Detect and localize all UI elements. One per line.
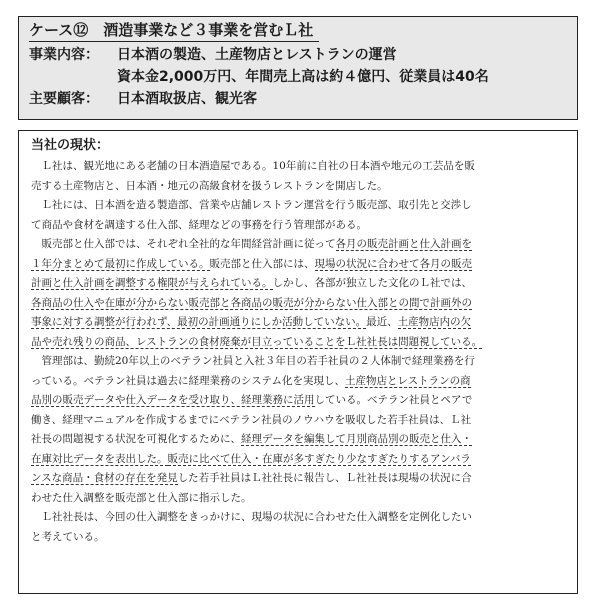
text-segment: て商品や食材を調達する仕入部、経理などの事務を行う管理部がある。 <box>31 218 367 231</box>
underlined-text: 土産物店とレストランの商 <box>344 374 471 387</box>
text-segment: しかし、各部が独立した文化のＬ社では、 <box>272 277 472 289</box>
text-segment: Ｌ社は、観光地にある老舗の日本酒造屋である。10年前に自社の日本酒や地元の工芸品を販 <box>31 160 475 172</box>
text-line <box>31 177 565 197</box>
text-line <box>31 333 565 353</box>
text-line <box>31 294 565 314</box>
business-row <box>29 44 567 66</box>
underlined-text: 品や売れ残りの商品、レストランの食材廃棄が目立っていることをＬ社社長は問題視している。 <box>31 335 483 348</box>
current-status-box <box>18 130 578 594</box>
text-segment: した若手社員はＬ社社長に報告し、Ｌ社社長は現場の状況に合 <box>177 472 472 484</box>
text-line <box>31 157 565 177</box>
underlined-text: ンスな商品・食材の存在を発見 <box>31 472 178 484</box>
underlined-text: 販売に比べて仕入・在庫が多すぎたり少なすぎたりするアンバラ <box>167 452 471 465</box>
section-title: 当社の現状： <box>31 138 110 153</box>
text-segment: している。ベテラン社員とペアで <box>314 394 473 406</box>
text-line <box>31 216 565 236</box>
text-line <box>31 528 565 548</box>
underlined-text: 経理データを編集して月別商品別の販売と仕入・ <box>241 433 472 445</box>
underlined-text: 在庫対比データを表出した。 <box>31 452 168 465</box>
text-line <box>31 469 565 489</box>
text-line <box>31 255 565 275</box>
text-line <box>31 411 565 431</box>
customer-row <box>29 88 567 110</box>
text-line <box>31 274 565 294</box>
underlined-text: １年分まとめて最初に作成している。 <box>31 257 210 270</box>
case-title: ケース⑫ 酒造事業など３事業を営むＬ社 <box>29 20 319 42</box>
text-line <box>31 196 565 216</box>
text-segment: Ｌ社には、日本酒を造る製造部、営業や店舗レストラン運営を行う販売部、取引先と交渉し <box>31 199 472 211</box>
text-line <box>31 489 565 509</box>
business-label: 事業内容： <box>29 47 99 63</box>
underlined-text: 品別の販売データや仕入データを受け取り、経理業務に活用 <box>31 394 315 406</box>
underlined-text: 各商品の仕入や在庫が分からない販売部と各商品の販売が分からない仕入部との間で計画外の <box>31 296 472 309</box>
capital-line: 資本金2,000万円、年間売上高は約４億円、従業員は40名 <box>117 69 489 85</box>
text-line <box>31 430 565 450</box>
text-line <box>31 235 565 255</box>
case-header <box>18 16 578 120</box>
customer-value: 日本酒取扱店、観光客 <box>117 91 257 107</box>
text-line <box>31 313 565 333</box>
text-segment: と考えている。 <box>31 530 105 543</box>
text-segment: 社長の問題視する状況を可視化するために、 <box>31 433 241 445</box>
text-segment: 売する土産物店と、日本酒・地元の高級食材を扱うレストランを開店した。 <box>31 179 388 192</box>
text-line <box>31 352 565 372</box>
underlined-text: 各月の販売計画と仕入計画を <box>335 238 472 250</box>
text-segment: 働き、経理マニュアルを作成するまでにベテラン社員のノウハウを吸収した若手社員は、Ｌ社 <box>31 413 472 426</box>
text-line <box>31 508 565 528</box>
text-line <box>31 450 565 470</box>
business-value: 日本酒の製造、土産物店とレストランの運営 <box>117 47 397 63</box>
underlined-text: 土産物店内の欠 <box>397 316 472 328</box>
text-segment: 最近、 <box>366 316 398 328</box>
text-segment: 販売部と仕入部では、それぞれ全社的な年間経営計画に従って <box>31 238 336 250</box>
body-text <box>31 157 565 547</box>
text-line <box>31 391 565 411</box>
customer-label: 主要顧客： <box>29 91 99 107</box>
text-segment: Ｌ社社長は、今回の仕入調整をきっかけに、現場の状況に合わせた仕入調整を定例化したい <box>31 511 472 523</box>
underlined-text: 現場の状況に合わせて各月の販売 <box>314 257 472 270</box>
text-segment: わせた仕入調整を販売部と仕入部に指示した。 <box>31 491 252 504</box>
text-segment: っている。ベテラン社員は過去に経理業務のシステム化を実現し、 <box>31 374 345 387</box>
underlined-text: 計画と仕入計画を調整する権限が与えられている。 <box>31 277 273 289</box>
text-segment: 販売部と仕入部には、 <box>209 257 315 270</box>
underlined-text: 事象に対する調整が行われず、最初の計画通りにしか活動していない。 <box>31 316 367 328</box>
text-line <box>31 372 565 392</box>
text-segment: 管理部は、勤続20年以上のベテラン社員と入社３年目の若手社員の２人体制で経理業務を行 <box>31 355 475 367</box>
